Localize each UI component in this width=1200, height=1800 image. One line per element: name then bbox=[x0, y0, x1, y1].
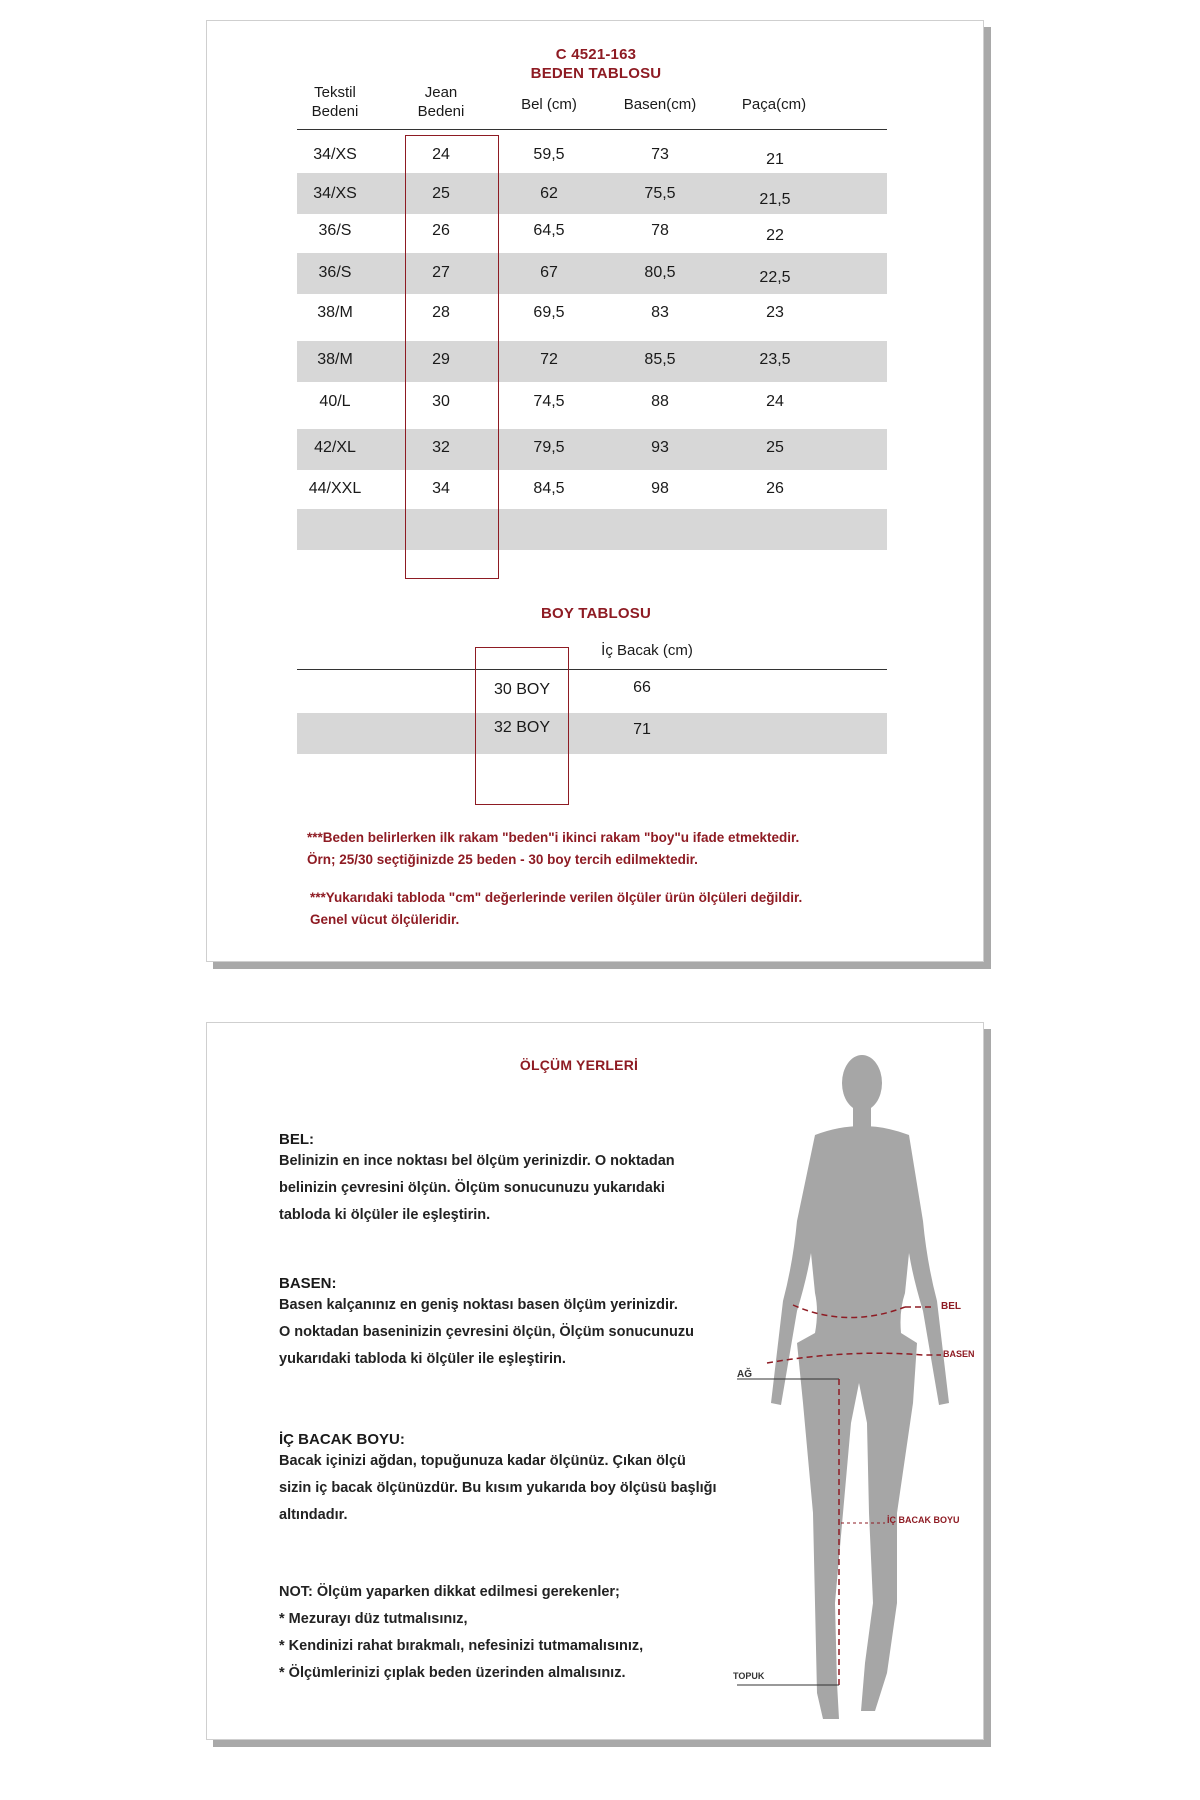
header-jean bbox=[396, 83, 486, 121]
section-bel bbox=[279, 1131, 709, 1229]
cell-bel: 64,5 bbox=[533, 222, 565, 239]
section-not-item: * Mezurayı düz tutmalısınız, bbox=[279, 1611, 468, 1627]
cell-bel: 84,5 bbox=[533, 480, 565, 497]
cell-tekstil: 40/L bbox=[319, 393, 351, 410]
cell-jean: 28 bbox=[432, 304, 450, 321]
header-paca: Paça(cm) bbox=[741, 96, 807, 113]
note-body-measures-line2: Genel vücut ölçüleridir. bbox=[310, 912, 460, 927]
header-tekstil-line1: Tekstil bbox=[314, 84, 356, 101]
section-ic-bacak bbox=[279, 1431, 719, 1529]
cell-paca: 26 bbox=[766, 480, 784, 497]
size-chart-card bbox=[206, 20, 984, 962]
size-table-title: BEDEN TABLOSU bbox=[530, 65, 662, 82]
cell-boy: 32 BOY bbox=[493, 719, 551, 736]
section-bel-line: tabloda ki ölçüler ile eşleştirin. bbox=[279, 1207, 491, 1223]
cell-paca: 23,5 bbox=[759, 351, 791, 368]
cell-basen: 98 bbox=[651, 480, 669, 497]
section-bel-line: Belinizin en ince noktası bel ölçüm yerinizdir. O noktadan bbox=[279, 1153, 675, 1169]
cell-bel: 59,5 bbox=[533, 146, 565, 163]
cell-basen: 93 bbox=[651, 439, 669, 456]
cell-basen: 75,5 bbox=[644, 185, 676, 202]
body-silhouette-figure bbox=[727, 1043, 967, 1733]
product-code: C 4521-163 bbox=[555, 46, 637, 63]
cell-paca: 21,5 bbox=[759, 191, 791, 208]
measure-title: ÖLÇÜM YERLERİ bbox=[519, 1057, 639, 1073]
figure-label-basen: BASEN bbox=[943, 1349, 975, 1359]
section-basen-line: Basen kalçanınız en geniş noktası basen ölçüm yerinizdir. bbox=[279, 1297, 678, 1313]
cell-jean: 34 bbox=[432, 480, 450, 497]
section-ic-bacak-heading: İÇ BACAK BOYU: bbox=[279, 1431, 405, 1448]
section-not bbox=[279, 1579, 709, 1687]
cell-jean: 27 bbox=[432, 264, 450, 281]
cell-tekstil: 38/M bbox=[317, 351, 353, 368]
header-bel: Bel (cm) bbox=[521, 96, 577, 113]
cell-ic-bacak: 71 bbox=[633, 721, 651, 738]
cell-jean: 24 bbox=[432, 146, 450, 163]
section-not-heading: NOT: Ölçüm yaparken dikkat edilmesi gerekenler; bbox=[279, 1584, 620, 1600]
cell-bel: 69,5 bbox=[533, 304, 565, 321]
figure-label-bel: BEL bbox=[941, 1301, 961, 1312]
cell-jean: 26 bbox=[432, 222, 450, 239]
cell-ic-bacak: 66 bbox=[633, 679, 651, 696]
cell-bel: 74,5 bbox=[533, 393, 565, 410]
cell-boy: 30 BOY bbox=[493, 681, 551, 698]
length-table-header: İç Bacak (cm) bbox=[601, 642, 693, 659]
cell-paca: 22,5 bbox=[759, 269, 791, 286]
section-basen-heading: BASEN: bbox=[279, 1275, 337, 1292]
measurement-guide-card bbox=[206, 1022, 984, 1740]
row-band bbox=[297, 509, 887, 550]
header-tekstil bbox=[295, 83, 375, 121]
length-table-title: BOY TABLOSU bbox=[541, 605, 651, 622]
cell-jean: 32 bbox=[432, 439, 450, 456]
cell-tekstil: 34/XS bbox=[313, 146, 357, 163]
note-size-format-line1: ***Beden belirlerken ilk rakam "beden"i ikinci rakam "boy"u ifade etmektedir. bbox=[307, 830, 800, 845]
cell-paca: 24 bbox=[766, 393, 784, 410]
jean-column-highlight bbox=[405, 135, 499, 579]
cell-bel: 67 bbox=[540, 264, 558, 281]
cell-paca: 21 bbox=[766, 151, 784, 168]
note-body-measures bbox=[310, 887, 950, 931]
section-not-item: * Ölçümlerinizi çıplak beden üzerinden almalısınız. bbox=[279, 1665, 626, 1681]
cell-basen: 78 bbox=[651, 222, 669, 239]
section-not-item: * Kendinizi rahat bırakmalı, nefesinizi tutmamalısınız, bbox=[279, 1638, 644, 1654]
section-basen-line: yukarıdaki tabloda ki ölçüler ile eşleştirin. bbox=[279, 1351, 566, 1367]
cell-jean: 29 bbox=[432, 351, 450, 368]
cell-paca: 23 bbox=[766, 304, 784, 321]
cell-basen: 85,5 bbox=[644, 351, 676, 368]
cell-basen: 73 bbox=[651, 146, 669, 163]
silhouette-shape bbox=[771, 1055, 949, 1719]
cell-bel: 62 bbox=[540, 185, 558, 202]
cell-paca: 25 bbox=[766, 439, 784, 456]
cell-tekstil: 36/S bbox=[318, 222, 352, 239]
header-rule bbox=[297, 129, 887, 130]
cell-tekstil: 38/M bbox=[317, 304, 353, 321]
note-body-measures-line1: ***Yukarıdaki tabloda "cm" değerlerinde verilen ölçüler ürün ölçüleri değildir. bbox=[310, 890, 803, 905]
cell-tekstil: 44/XXL bbox=[308, 480, 362, 497]
row-band bbox=[297, 713, 887, 754]
section-basen bbox=[279, 1275, 709, 1373]
section-bel-line: belinizin çevresini ölçün. Ölçüm sonucunuzu yukarıdaki bbox=[279, 1180, 665, 1196]
cell-basen: 88 bbox=[651, 393, 669, 410]
header-basen: Basen(cm) bbox=[623, 96, 697, 113]
cell-basen: 83 bbox=[651, 304, 669, 321]
cell-basen: 80,5 bbox=[644, 264, 676, 281]
cell-bel: 72 bbox=[540, 351, 558, 368]
section-basen-line: O noktadan baseninizin çevresini ölçün, Ölçüm sonucunuzu bbox=[279, 1324, 694, 1340]
cell-tekstil: 42/XL bbox=[314, 439, 356, 456]
section-ic-bacak-line: sizin iç bacak ölçünüzdür. Bu kısım yukarıda boy ölçüsü başlığı bbox=[279, 1480, 717, 1496]
note-size-format-line2: Örn; 25/30 seçtiğinizde 25 beden - 30 boy tercih edilmektedir. bbox=[307, 852, 698, 867]
cell-jean: 30 bbox=[432, 393, 450, 410]
length-column-highlight bbox=[475, 647, 569, 805]
figure-label-topuk: TOPUK bbox=[733, 1671, 765, 1681]
note-size-format bbox=[307, 827, 947, 871]
header-jean-line2: Bedeni bbox=[417, 103, 465, 120]
figure-label-ic-bacak: İÇ BACAK BOYU bbox=[887, 1515, 960, 1525]
figure-label-ag: AĞ bbox=[737, 1369, 752, 1380]
length-header-rule bbox=[297, 669, 887, 670]
header-jean-line1: Jean bbox=[424, 84, 458, 101]
section-ic-bacak-line: altındadır. bbox=[279, 1507, 348, 1523]
section-ic-bacak-line: Bacak içinizi ağdan, topuğunuza kadar ölçünüz. Çıkan ölçü bbox=[279, 1453, 686, 1469]
cell-tekstil: 34/XS bbox=[313, 185, 357, 202]
header-tekstil-line2: Bedeni bbox=[311, 103, 359, 120]
cell-bel: 79,5 bbox=[533, 439, 565, 456]
cell-tekstil: 36/S bbox=[318, 264, 352, 281]
cell-jean: 25 bbox=[432, 185, 450, 202]
cell-paca: 22 bbox=[766, 227, 784, 244]
section-bel-heading: BEL: bbox=[279, 1131, 314, 1148]
